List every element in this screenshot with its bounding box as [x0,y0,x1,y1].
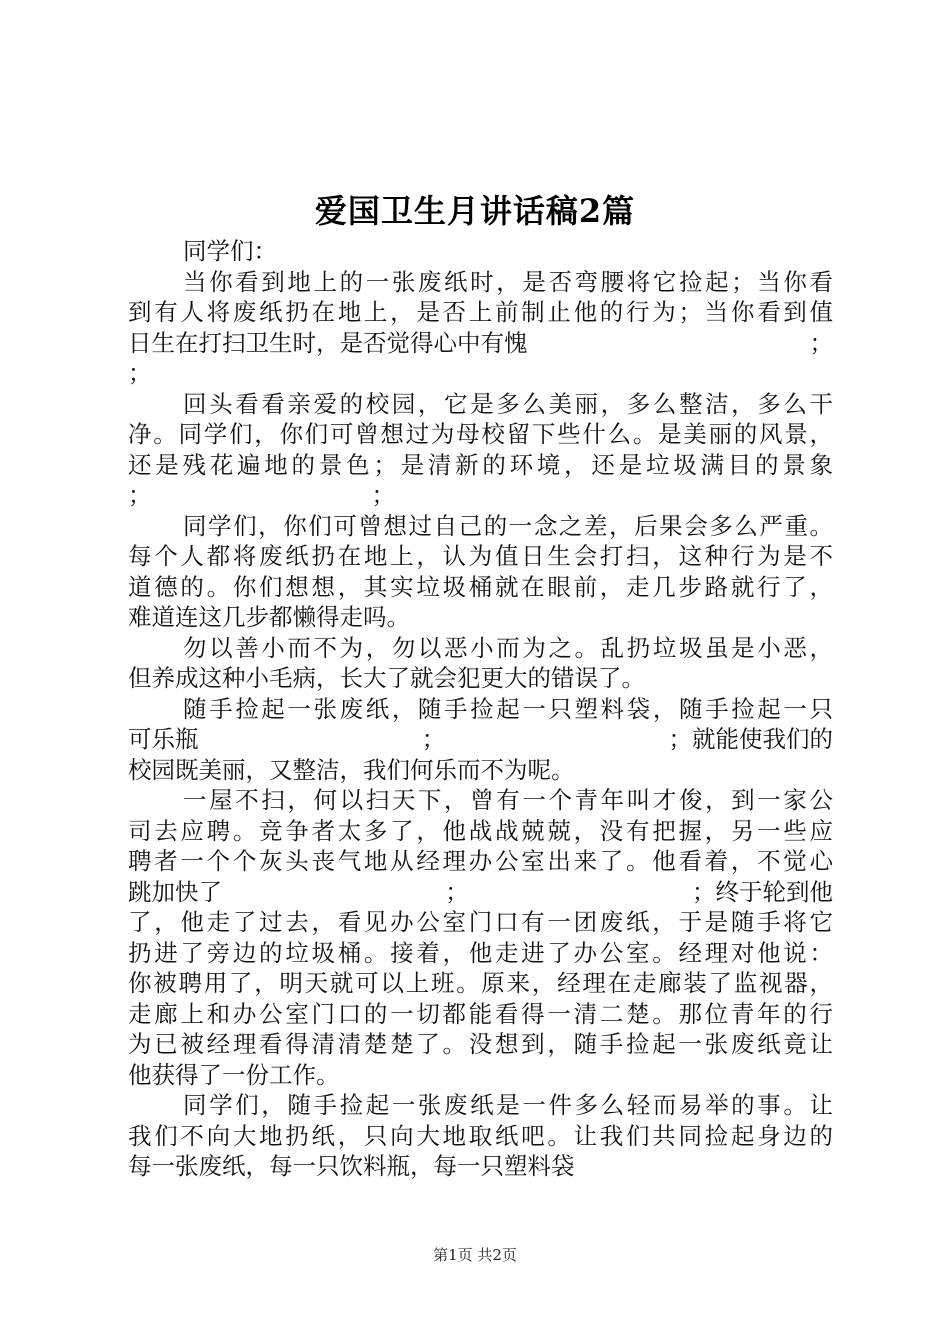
paragraph-line: 回头看看亲爱的校园，它是多么美丽，多么整洁，多么干 [183,389,833,418]
paragraph-line [128,480,833,511]
paragraph-line: 难道连这几步都懒得走吗。 [128,603,410,631]
paragraph-text: 可乐瓶 [128,725,199,753]
paragraph-line: ； [128,359,152,387]
paragraph-text: 日生在打扫卫生时，是否觉得心中有愧 [128,328,528,357]
paragraph-line [128,877,833,908]
paragraph-text: ； [371,481,395,509]
paragraph-text: ； [445,877,469,906]
page-number: 第1页 共2页 [433,1246,517,1264]
paragraph-text: ； [809,328,833,357]
paragraph-line: 校园既美丽，又整洁，我们何乐而不为呢。 [128,755,575,784]
paragraph-line: 还是残花遍地的景色；是清新的环境，还是垃圾满目的景象 [128,450,833,479]
paragraph-line: 净。同学们，你们可曾想过为母校留下些什么。是美丽的风景， [128,420,833,448]
paragraph-line: 道德的。你们想想，其实垃圾桶就在眼前，走几步路就行了， [128,572,833,601]
paragraph-line: 为已被经理看得清清楚楚了。没想到，随手捡起一张废纸竟让 [128,1030,833,1058]
paragraph-text: ； [128,481,152,509]
paragraph-line: 走廊上和办公室门口的一切都能看得一清二楚。那位青年的行 [128,999,833,1028]
paragraph-line [128,724,833,755]
paragraph-line: 我们不向大地扔纸，只向大地取纸吧。让我们共同捡起身边的 [128,1121,833,1150]
paragraph-line: 每一张废纸，每一只饮料瓶，每一只塑料袋 [128,1152,575,1180]
paragraph-line: 你被聘用了，明天就可以上班。原来，经理在走廊装了监视器， [128,969,833,997]
paragraph-line [128,328,833,359]
paragraph-line: 到有人将废纸扔在地上，是否上前制止他的行为；当你看到值 [128,298,833,326]
paragraph-line: 勿以善小而不为，勿以恶小而为之。乱扔垃圾虽是小恶， [183,633,833,662]
paragraph-line: 了，他走了过去，看见办公室门口有一团废纸，于是随手将它 [128,908,833,936]
document-title: 爱国卫生月讲话稿2篇 [314,192,636,230]
salutation: 同学们： [183,237,277,265]
paragraph-line: 司去应聘。竞争者太多了，他战战兢兢，没有把握，另一些应 [128,816,833,845]
document-body [128,236,833,1182]
paragraph-line: 他获得了一份工作。 [128,1060,340,1089]
paragraph-text: 跳加快了 [128,877,222,906]
paragraph-line: 同学们，随手捡起一张废纸是一件多么轻而易举的事。让 [183,1091,833,1119]
paragraph-line: 当你看到地上的一张废纸时，是否弯腰将它捡起；当你看 [183,267,833,296]
paragraph-line: 一屋不扫，何以扫天下，曾有一个青年叫才俊，到一家公 [183,786,833,814]
paragraph-line: 每个人都将废纸扔在地上，认为值日生会打扫，这种行为是不 [128,542,833,570]
paragraph-line: 聘者一个个灰头丧气地从经理办公室出来了。他看着，不觉心 [128,847,833,875]
paragraph-line: 随手捡起一张废纸，随手捡起一只塑料袋，随手捡起一只 [183,694,833,723]
paragraph-line: 扔进了旁边的垃圾桶。接着，他走进了办公室。经理对他说： [128,938,833,967]
paragraph-text: ； [421,725,446,753]
paragraph-line: 但养成这种小毛病，长大了就会犯更大的错误了。 [128,664,645,692]
paragraph-text: ；就能使我们的 [668,725,833,753]
paragraph-line: 同学们，你们可曾想过自己的一念之差，后果会多么严重。 [183,511,833,540]
paragraph-text: ；终于轮到他 [692,877,833,906]
